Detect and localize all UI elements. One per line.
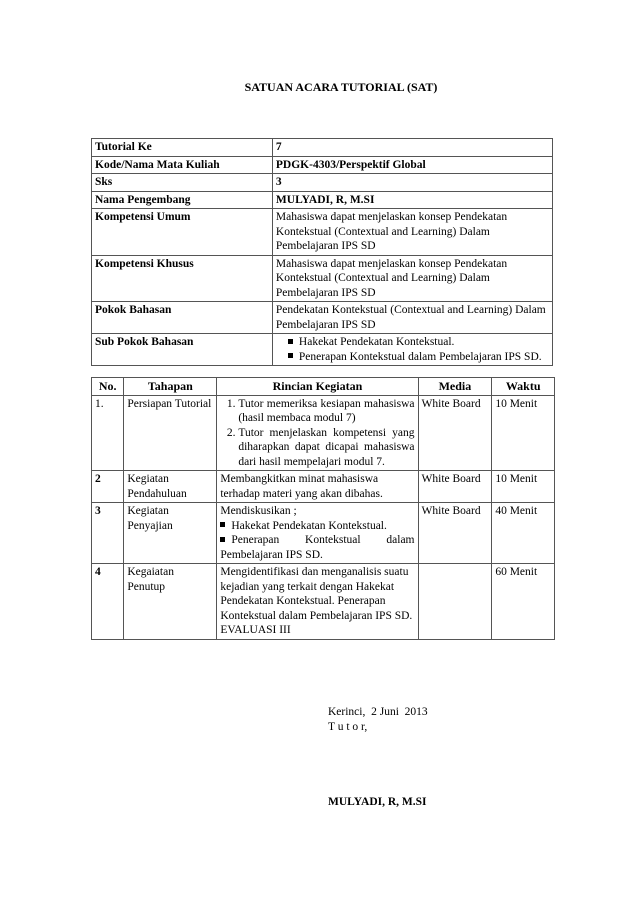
activity-rincian-bullet: Penerapan Kontekstual dalam Pembelajaran IPS SD. [220, 534, 415, 561]
activity-row [92, 503, 555, 564]
info-key: Nama Pengembang [92, 191, 273, 209]
activity-row [92, 471, 555, 503]
signature-role: T u t o r, [328, 721, 368, 733]
activities-table [91, 377, 555, 640]
info-row [92, 191, 553, 209]
info-value [272, 334, 552, 366]
header-media: Media [418, 378, 492, 396]
activity-waktu: 10 Menit [492, 471, 555, 503]
sub-topic-item: Penerapan Kontekstual dalam Pembelajaran IPS SD. [288, 350, 549, 365]
activity-row [92, 564, 555, 640]
activity-rincian-text: Mengidentifikasi dan menganalisis suatu kejadian yang terkait dengan Hakekat Pendekatan Kontekstual. Penerapan Kontekstual dalam Pembelajaran IPS SD. [220, 566, 413, 622]
sub-topic-item: Hakekat Pendekatan Kontekstual. [288, 335, 549, 350]
info-value: 3 [272, 174, 552, 192]
info-key: Sub Pokok Bahasan [92, 334, 273, 366]
info-row [92, 302, 553, 334]
activity-no: 4 [92, 564, 124, 640]
info-key: Kompetensi Umum [92, 209, 273, 256]
header-waktu: Waktu [492, 378, 555, 396]
info-key: Sks [92, 174, 273, 192]
activity-rincian-bullet: Hakekat Pendekatan Kontekstual. [220, 519, 414, 534]
activity-tahapan: Persiapan Tutorial [124, 395, 217, 471]
document-title: SATUAN ACARA TUTORIAL (SAT) [244, 80, 438, 94]
info-row [92, 255, 553, 302]
activity-tahapan: Kegaiatan Penutup [124, 564, 217, 640]
activity-rincian: Membangkitkan minat mahasiswa terhadap materi yang akan dibahas. [217, 471, 418, 503]
activity-no: 3 [92, 503, 124, 564]
info-key: Pokok Bahasan [92, 302, 273, 334]
activity-rincian [217, 395, 418, 471]
activity-no: 2 [92, 471, 124, 503]
activities-header-row [92, 378, 555, 396]
activity-media: White Board [418, 471, 492, 503]
activity-rincian-intro: Mendiskusikan ; [220, 505, 297, 517]
signature-block [328, 705, 428, 735]
activity-no: 1. [92, 395, 124, 471]
info-value: 7 [272, 139, 552, 157]
info-row [92, 156, 553, 174]
info-value: MULYADI, R, M.SI [272, 191, 552, 209]
activity-waktu: 60 Menit [492, 564, 555, 640]
activity-tahapan: Kegiatan Penyajian [124, 503, 217, 564]
activity-media [418, 564, 492, 640]
info-key: Kompetensi Khusus [92, 255, 273, 302]
activity-media: White Board [418, 395, 492, 471]
info-key: Tutorial Ke [92, 139, 273, 157]
info-row [92, 334, 553, 366]
info-row [92, 139, 553, 157]
info-value: PDGK-4303/Perspektif Global [272, 156, 552, 174]
header-tahapan: Tahapan [124, 378, 217, 396]
activity-step: 1. Tutor memeriksa kesiapan mahasiswa (hasil membaca modul 7) [238, 397, 414, 426]
header-no: No. [92, 378, 124, 396]
activity-rincian-extra: EVALUASI III [220, 624, 291, 636]
info-value: Mahasiswa dapat menjelaskan konsep Pendekatan Kontekstual (Contextual and Learning) Dalam Pembelajaran IPS SD [272, 209, 552, 256]
activity-step: 2. Tutor menjelaskan kompetensi yang diharapkan dapat dicapai mahasiswa dari hasil mempelajari modul 7. [238, 426, 414, 470]
info-row [92, 174, 553, 192]
info-row [92, 209, 553, 256]
activity-rincian [217, 503, 418, 564]
activity-media: White Board [418, 503, 492, 564]
activity-row [92, 395, 555, 471]
activity-waktu: 40 Menit [492, 503, 555, 564]
info-key: Kode/Nama Mata Kuliah [92, 156, 273, 174]
info-table [91, 138, 553, 366]
activity-rincian [217, 564, 418, 640]
header-rincian: Rincian Kegiatan [217, 378, 418, 396]
info-value: Pendekatan Kontekstual (Contextual and Learning) Dalam Pembelajaran IPS SD [272, 302, 552, 334]
info-value: Mahasiswa dapat menjelaskan konsep Pendekatan Kontekstual (Contextual and Learning) Dalam Pembelajaran IPS SD [272, 255, 552, 302]
activity-steps-list [220, 397, 414, 470]
signature-place-date: Kerinci, 2 Juni 2013 [328, 706, 428, 718]
signature-name: MULYADI, R, M.SI [328, 796, 427, 808]
activity-waktu: 10 Menit [492, 395, 555, 471]
sub-topic-list [276, 335, 549, 364]
activity-tahapan: Kegiatan Pendahuluan [124, 471, 217, 503]
